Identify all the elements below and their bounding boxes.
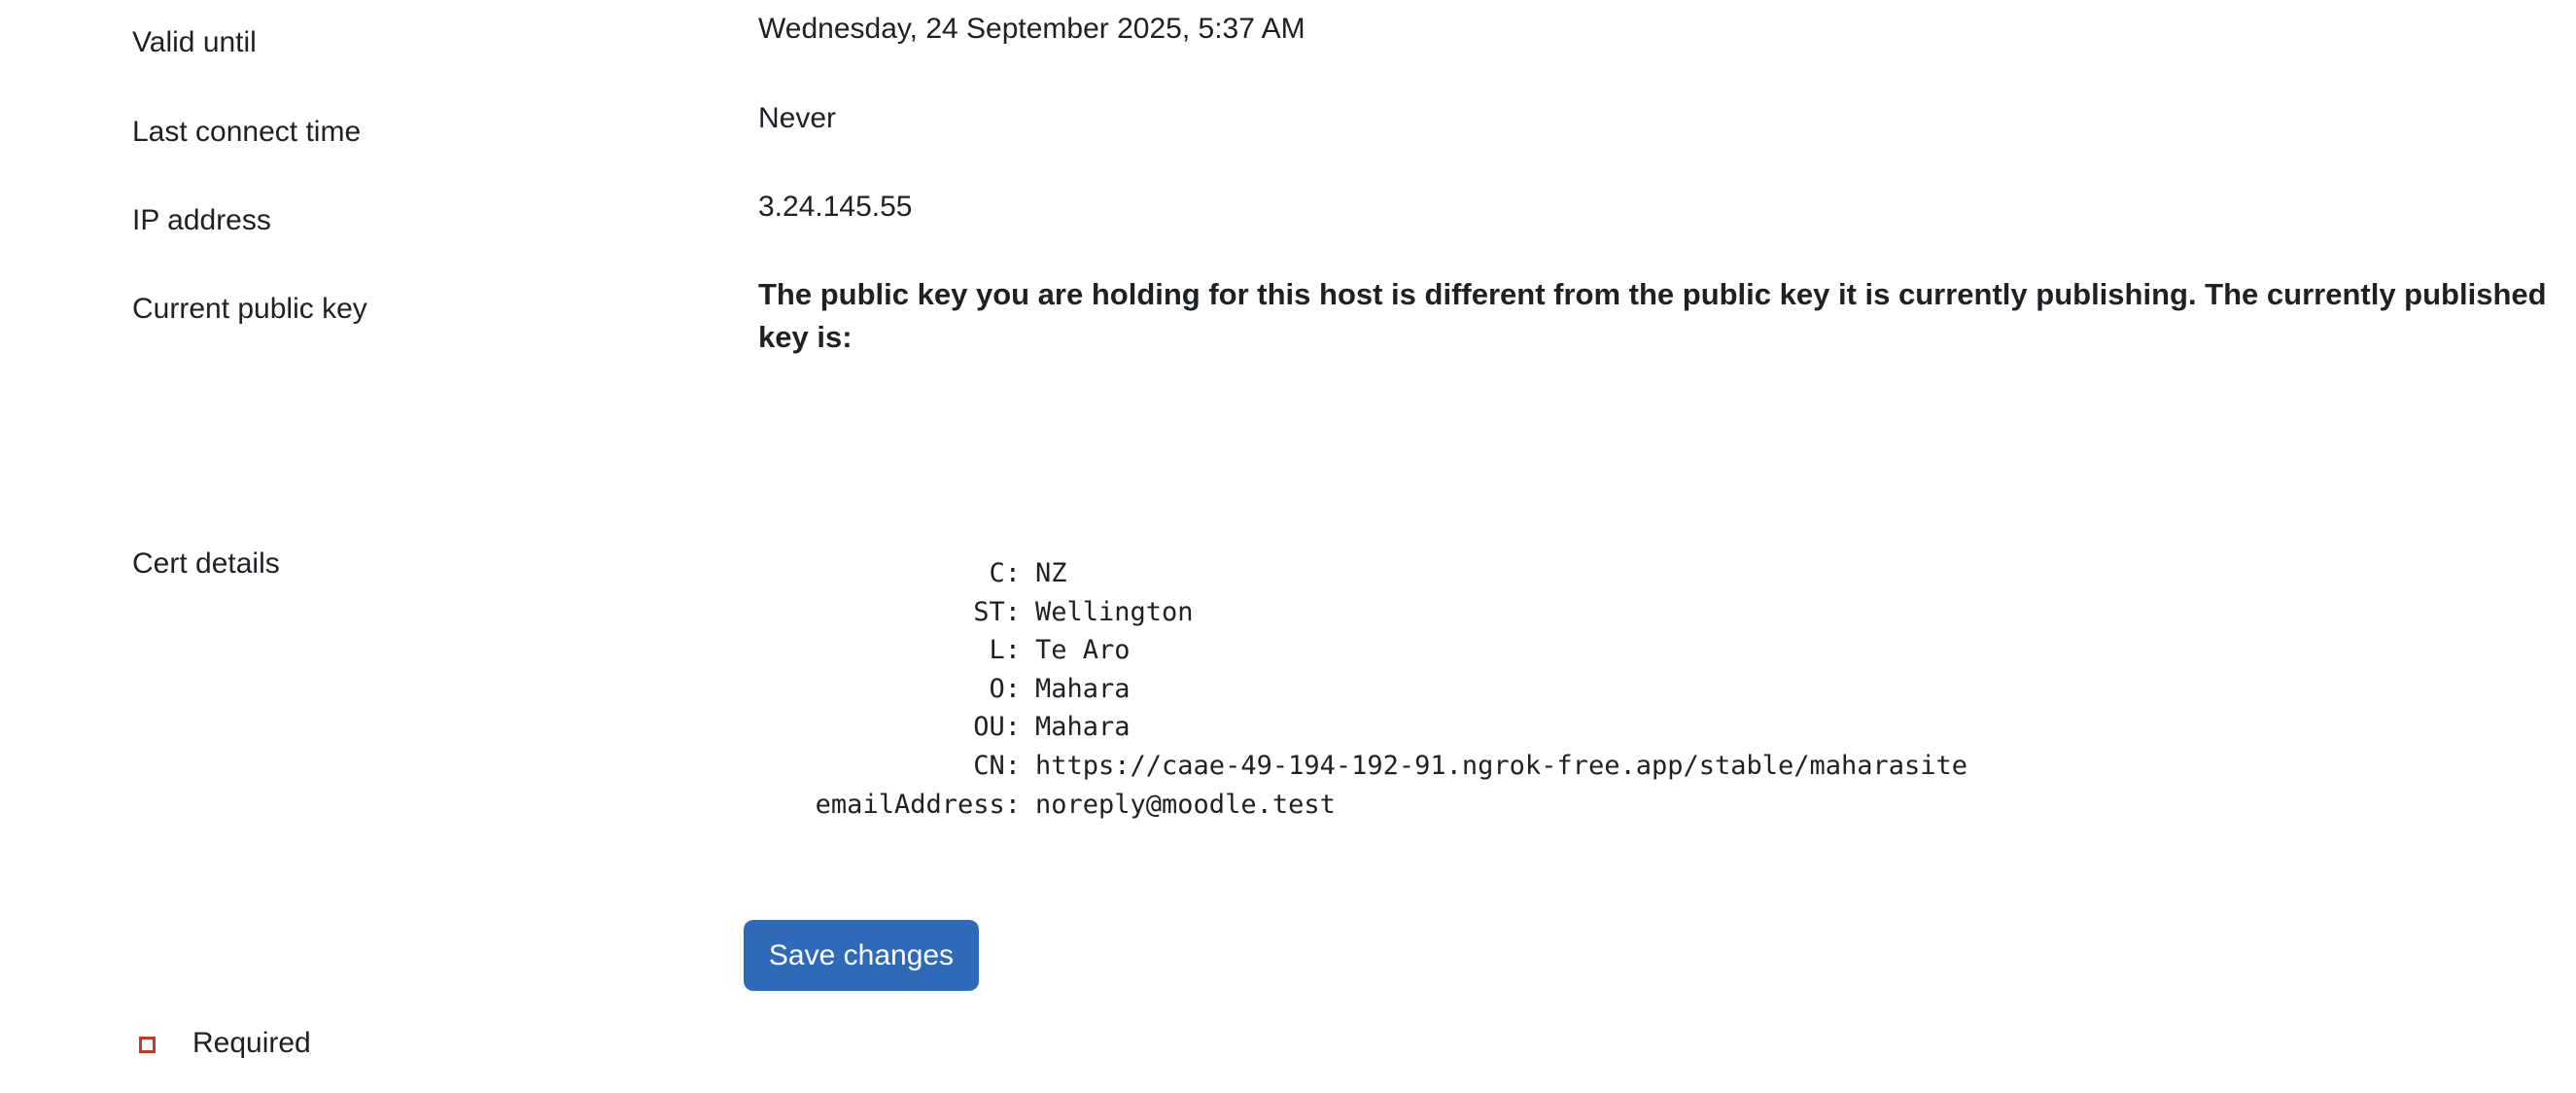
cert-key: L: [989,635,1021,666]
cert-value: NZ [1035,558,1067,588]
public-key-warning: The public key you are holding for this host is different from the public key it is currently publishing. The currently published key is: [758,277,2547,354]
public-key-label: Current public key [132,293,367,325]
cert-line [758,635,2411,674]
last-connect-value: Never [758,102,837,134]
cert-value: Wellington [1035,596,1194,627]
cert-value: https://caae-49-194-192-91.ngrok-free.app/stable/maharasite [1035,750,1968,781]
required-label: Required [192,1027,311,1059]
cert-key: OU: [973,712,1021,743]
cert-line [758,790,2411,829]
cert-value: noreply@moodle.test [1035,789,1336,820]
cert-key: ST: [973,596,1021,627]
cert-details-label: Cert details [132,547,280,580]
ip-address-value: 3.24.145.55 [758,191,913,223]
cert-line [758,597,2411,636]
cert-key: CN: [973,750,1021,781]
cert-line [758,751,2411,790]
cert-line [758,674,2411,713]
save-changes-button[interactable]: Save changes [744,920,979,991]
cert-line [758,558,2411,597]
cert-value: Mahara [1035,673,1131,704]
cert-key: O: [989,673,1021,704]
cert-value: Te Aro [1035,635,1131,666]
cert-value: Mahara [1035,712,1131,743]
last-connect-label: Last connect time [132,116,362,148]
cert-key: emailAddress: [815,789,1021,820]
required-legend [139,1027,311,1059]
required-square-icon [139,1037,156,1053]
ip-address-label: IP address [132,204,271,236]
cert-details-block [758,558,2411,828]
valid-until-value: Wednesday, 24 September 2025, 5:37 AM [758,13,1305,45]
cert-line [758,712,2411,751]
cert-key: C: [989,558,1021,588]
valid-until-label: Valid until [132,26,257,58]
